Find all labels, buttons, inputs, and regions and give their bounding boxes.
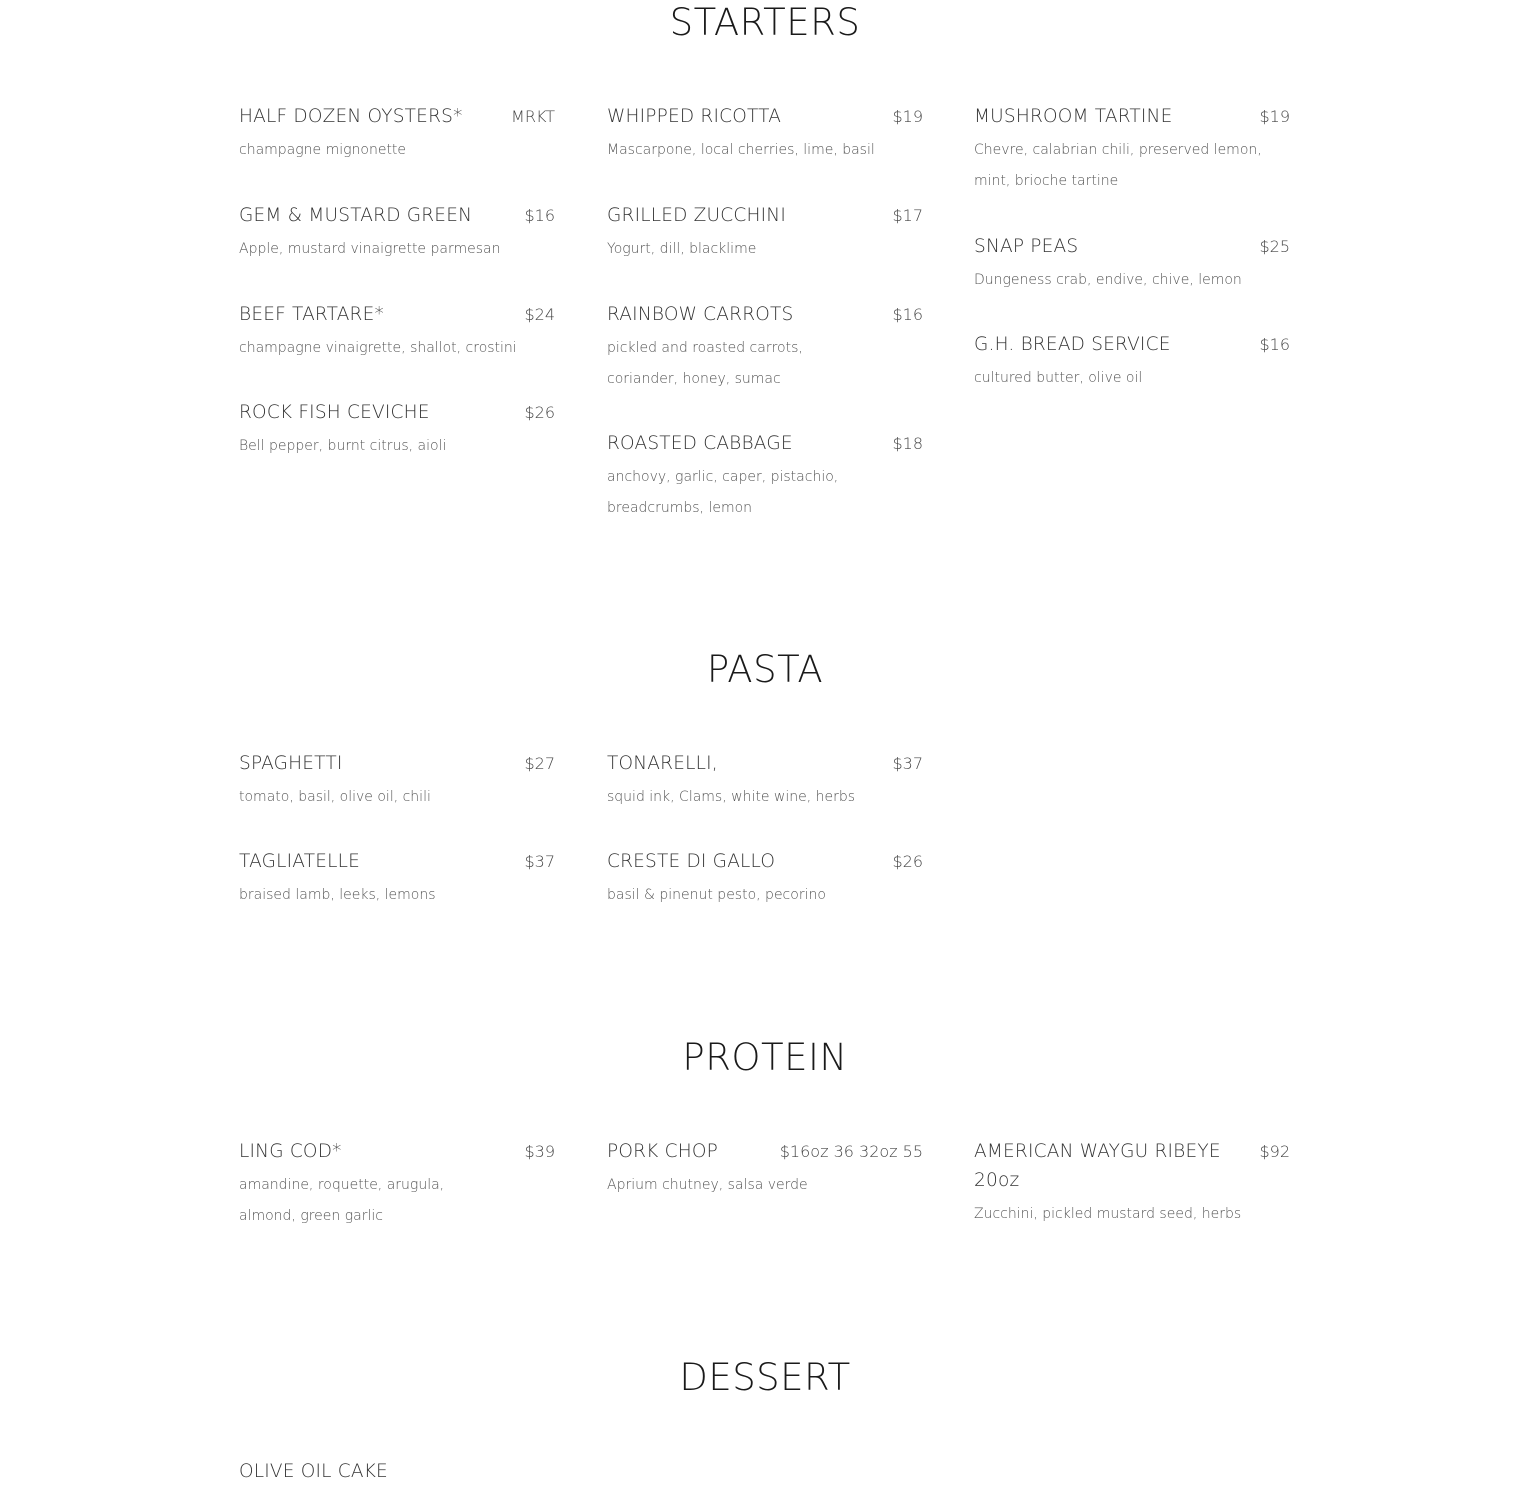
item-name: CRESTE DI GALLO <box>607 851 776 872</box>
item-name: HALF DOZEN OYSTERS* <box>239 106 463 127</box>
menu-item-grilled-zucchini <box>607 201 923 265</box>
section-title-pasta: PASTA <box>706 648 824 691</box>
menu-item-spaghetti <box>239 749 555 813</box>
item-price: $16 <box>524 206 555 225</box>
item-description: champagne vinaigrette, shallot, crostini <box>239 340 517 356</box>
item-price: $19 <box>892 107 923 126</box>
menu-item-olive-oil-cake <box>239 1457 555 1486</box>
item-price: $19 <box>1259 107 1290 126</box>
section-title-protein: PROTEIN <box>682 1036 848 1079</box>
item-price: $24 <box>524 305 555 324</box>
menu-item-whipped-ricotta <box>607 102 923 166</box>
item-description: cultured butter, olive oil <box>974 370 1143 386</box>
menu-item-creste-di-gallo <box>607 847 923 911</box>
item-name: TONARELLI, <box>607 753 718 774</box>
section-title-starters: STARTERS <box>669 1 861 44</box>
item-price: $17 <box>892 206 923 225</box>
menu-item-mushroom-tartine <box>974 102 1290 197</box>
item-description: pickled and roasted carrots, coriander, honey, sumac <box>607 340 803 387</box>
item-description: Apple, mustard vinaigrette parmesan <box>239 241 501 257</box>
item-description: Mascarpone, local cherries, lime, basil <box>607 142 875 158</box>
item-name: ROASTED CABBAGE <box>607 433 793 454</box>
item-description: anchovy, garlic, caper, pistachio, breadcrumbs, lemon <box>607 469 839 516</box>
item-name: GEM & MUSTARD GREEN <box>239 205 473 226</box>
item-name: SPAGHETTI <box>239 753 343 774</box>
item-name: PORK CHOP <box>607 1141 718 1162</box>
item-name: WHIPPED RICOTTA <box>607 106 782 127</box>
item-price: $26 <box>892 852 923 871</box>
item-name: BEEF TARTARE* <box>239 304 384 325</box>
item-description: Zucchini, pickled mustard seed, herbs <box>974 1206 1242 1222</box>
menu-item-gem-mustard-green <box>239 201 555 265</box>
menu-item-tagliatelle <box>239 847 555 911</box>
menu-item-tonarelli <box>607 749 923 813</box>
item-description: Aprium chutney, salsa verde <box>607 1177 808 1193</box>
item-name: MUSHROOM TARTINE <box>974 106 1173 127</box>
item-description: Bell pepper, burnt citrus, aioli <box>239 438 447 454</box>
item-price: MRKT <box>511 107 555 126</box>
item-description: squid ink, Clams, white wine, herbs <box>607 789 856 805</box>
item-name: ROCK FISH CEVICHE <box>239 402 430 423</box>
item-description: braised lamb, leeks, lemons <box>239 887 436 903</box>
item-description: Yogurt, dill, blacklime <box>607 241 757 257</box>
item-description: Dungeness crab, endive, chive, lemon <box>974 272 1242 288</box>
menu-item-american-wagyu-ribeye <box>974 1137 1290 1230</box>
item-price: $37 <box>892 754 923 773</box>
item-price: $16oz 36 32oz 55 <box>779 1142 923 1161</box>
item-price: $92 <box>1259 1142 1290 1161</box>
item-name: G.H. BREAD SERVICE <box>974 334 1171 355</box>
item-name: SNAP PEAS <box>974 236 1079 257</box>
item-description: champagne mignonette <box>239 142 407 158</box>
menu-item-snap-peas <box>974 232 1290 296</box>
menu-item-ling-cod <box>239 1137 555 1232</box>
menu-item-roasted-cabbage <box>607 429 923 524</box>
item-name: RAINBOW CARROTS <box>607 304 794 325</box>
item-price: $25 <box>1259 237 1290 256</box>
item-name: GRILLED ZUCCHINI <box>607 205 786 226</box>
item-name: TAGLIATELLE <box>239 851 361 872</box>
item-price: $37 <box>524 852 555 871</box>
item-description: amandine, roquette, arugula, almond, green garlic <box>239 1177 445 1224</box>
menu-item-half-dozen-oysters <box>239 102 555 166</box>
item-price: $16 <box>892 305 923 324</box>
item-price: $39 <box>524 1142 555 1161</box>
item-price: $26 <box>524 403 555 422</box>
menu-item-beef-tartare <box>239 300 555 364</box>
item-name: AMERICAN WAYGU RIBEYE 20oz <box>974 1141 1221 1191</box>
item-description: basil & pinenut pesto, pecorino <box>607 887 826 903</box>
item-price: $27 <box>524 754 555 773</box>
section-title-dessert: DESSERT <box>679 1356 851 1399</box>
item-price: $18 <box>892 434 923 453</box>
menu-item-rainbow-carrots <box>607 300 923 395</box>
menu-item-pork-chop <box>607 1137 923 1201</box>
menu-item-bread-service <box>974 330 1290 394</box>
menu-item-rock-fish-ceviche <box>239 398 555 462</box>
item-name: OLIVE OIL CAKE <box>239 1461 388 1482</box>
item-description: Chevre, calabrian chili, preserved lemon, mint, brioche tartine <box>974 142 1262 189</box>
item-description: tomato, basil, olive oil, chili <box>239 789 431 805</box>
item-price: $16 <box>1259 335 1290 354</box>
item-name: LING COD* <box>239 1141 342 1162</box>
